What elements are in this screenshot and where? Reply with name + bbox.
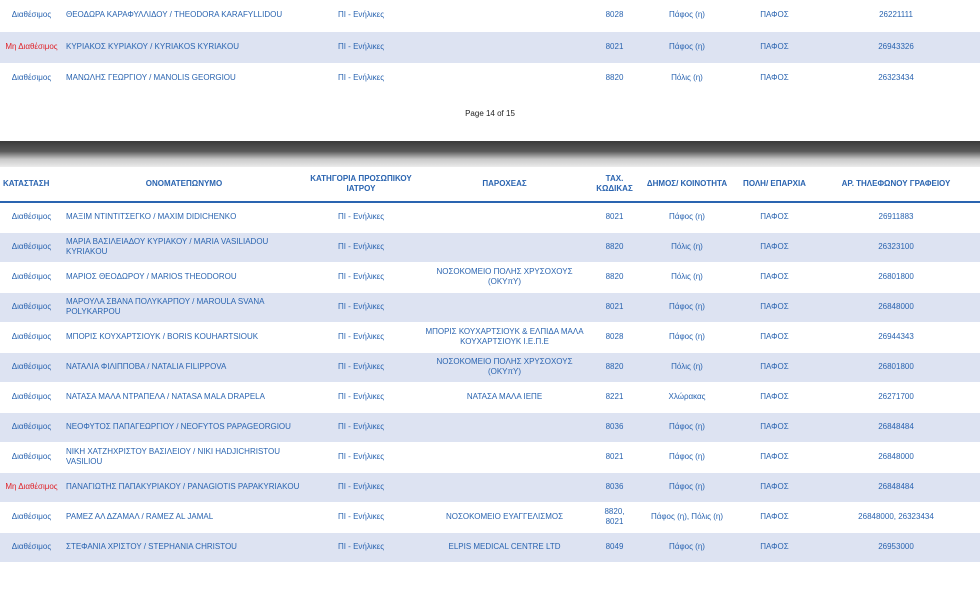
provider-cell: [417, 472, 592, 502]
status-cell: Διαθέσιμος: [0, 382, 63, 412]
category-cell: ΠΙ - Ενήλικες: [305, 322, 417, 352]
zip-cell: 8036: [592, 412, 637, 442]
phone-cell: 26848000: [812, 292, 980, 322]
header-zip: ΤΑΧ. ΚΩΔΙΚΑΣ: [596, 174, 633, 193]
municipality-cell: Πάφος (η): [637, 322, 737, 352]
city-cell: ΠΑΦΟΣ: [737, 532, 812, 562]
status-cell: Μη Διαθέσιμος: [0, 31, 63, 63]
doctors-table-page-14: [0, 0, 980, 94]
phone-cell: 26323100: [812, 232, 980, 262]
zip-cell: 8820: [592, 352, 637, 382]
table-row: [0, 532, 980, 562]
status-cell: Μη Διαθέσιμος: [0, 472, 63, 502]
table-row: [0, 202, 980, 232]
city-cell: ΠΑΦΟΣ: [737, 202, 812, 232]
header-municipality: ΔΗΜΟΣ/ ΚΟΙΝΟΤΗΤΑ: [646, 179, 728, 188]
status-cell: Διαθέσιμος: [0, 232, 63, 262]
city-cell: ΠΑΦΟΣ: [737, 0, 812, 31]
provider-cell: [417, 292, 592, 322]
zip-cell: 8028: [592, 322, 637, 352]
phone-cell: 26801800: [812, 352, 980, 382]
municipality-cell: Πόλις (η): [637, 262, 737, 292]
category-cell: ΠΙ - Ενήλικες: [305, 532, 417, 562]
municipality-cell: Πάφος (η): [637, 412, 737, 442]
category-cell: ΠΙ - Ενήλικες: [305, 352, 417, 382]
zip-cell: 8021: [592, 292, 637, 322]
name-cell: ΜΑΡΙΟΣ ΘΕΟΔΩΡΟΥ / MARIOS THEODOROU: [63, 262, 305, 292]
city-cell: ΠΑΦΟΣ: [737, 292, 812, 322]
provider-cell: [417, 442, 592, 472]
city-cell: ΠΑΦΟΣ: [737, 31, 812, 63]
status-cell: Διαθέσιμος: [0, 442, 63, 472]
zip-cell: 8820, 8021: [592, 502, 637, 532]
status-cell: Διαθέσιμος: [0, 352, 63, 382]
name-cell: ΝΕΟΦΥΤΟΣ ΠΑΠΑΓΕΩΡΓΙΟΥ / NEOFYTOS PAPAGEORGIOU: [63, 412, 305, 442]
zip-cell: 8036: [592, 472, 637, 502]
category-cell: ΠΙ - Ενήλικες: [305, 262, 417, 292]
zip-cell: 8049: [592, 532, 637, 562]
name-cell: ΡΑΜΕΖ ΑΛ ΔΖΑΜΑΛ / RAMEZ AL JAMAL: [63, 502, 305, 532]
municipality-cell: Πάφος (η): [637, 292, 737, 322]
table-row: [0, 262, 980, 292]
phone-cell: 26848000: [812, 442, 980, 472]
status-cell: Διαθέσιμος: [0, 202, 63, 232]
header-provider: ΠΑΡΟΧΕΑΣ: [482, 179, 527, 188]
name-cell: ΝΙΚΗ ΧΑΤΖΗΧΡΙΣΤΟΥ ΒΑΣΙΛΕΙΟΥ / NIKI HADJICHRISTOU VASILIOU: [63, 442, 305, 472]
name-cell: ΜΑΡΟΥΛΑ ΣΒΑΝΑ ΠΟΛΥΚΑΡΠΟΥ / MAROULA SVANA POLYKARPOU: [63, 292, 305, 322]
name-cell: ΚΥΡΙΑΚΟΣ ΚΥΡΙΑΚΟΥ / KYRIAKOS KYRIAKOU: [63, 31, 305, 63]
table-row: [0, 442, 980, 472]
name-cell: ΣΤΕΦΑΝΙΑ ΧΡΙΣΤΟΥ / STEPHANIA CHRISTOU: [63, 532, 305, 562]
provider-cell: ΝΟΣΟΚΟΜΕΙΟ ΠΟΛΗΣ ΧΡΥΣΟΧΟΥΣ (ΟΚΥπΥ): [417, 262, 592, 292]
header-city: ΠΟΛΗ/ ΕΠΑΡΧΙΑ: [743, 179, 806, 188]
city-cell: ΠΑΦΟΣ: [737, 352, 812, 382]
municipality-cell: Πόλις (η): [637, 63, 737, 93]
phone-cell: 26848000, 26323434: [812, 502, 980, 532]
status-cell: Διαθέσιμος: [0, 412, 63, 442]
zip-cell: 8021: [592, 202, 637, 232]
name-cell: ΜΑΝΩΛΗΣ ΓΕΩΡΓΙΟΥ / MANOLIS GEORGIOU: [63, 63, 305, 93]
zip-cell: 8820: [592, 63, 637, 93]
category-cell: ΠΙ - Ενήλικες: [305, 0, 417, 31]
city-cell: ΠΑΦΟΣ: [737, 442, 812, 472]
phone-cell: 26848484: [812, 472, 980, 502]
phone-cell: 26944343: [812, 322, 980, 352]
status-cell: Διαθέσιμος: [0, 262, 63, 292]
header-status: ΚΑΤΑΣΤΑΣΗ: [3, 179, 50, 188]
table-row: [0, 63, 980, 93]
table-row: [0, 292, 980, 322]
category-cell: ΠΙ - Ενήλικες: [305, 232, 417, 262]
provider-cell: ΝΑΤΑΣΑ ΜΑΛΑ ΙΕΠΕ: [417, 382, 592, 412]
provider-cell: ELPIS MEDICAL CENTRE LTD: [417, 532, 592, 562]
phone-cell: 26221111: [812, 0, 980, 31]
city-cell: ΠΑΦΟΣ: [737, 63, 812, 93]
city-cell: ΠΑΦΟΣ: [737, 412, 812, 442]
page-number: Page 14 of 15: [465, 109, 515, 118]
municipality-cell: Πάφος (η): [637, 0, 737, 31]
phone-cell: 26271700: [812, 382, 980, 412]
category-cell: ΠΙ - Ενήλικες: [305, 63, 417, 93]
name-cell: ΜΑΡΙΑ ΒΑΣΙΛΕΙΑΔΟΥ ΚΥΡΙΑΚΟΥ / MARIA VASILIADOU KYRIAKOU: [63, 232, 305, 262]
zip-cell: 8820: [592, 262, 637, 292]
provider-cell: [417, 0, 592, 31]
municipality-cell: Πάφος (η): [637, 442, 737, 472]
city-cell: ΠΑΦΟΣ: [737, 502, 812, 532]
name-cell: ΜΑΞΙΜ ΝΤΙΝΤΙΤΣΕΓΚΟ / MAXIM DIDICHENKO: [63, 202, 305, 232]
status-cell: Διαθέσιμος: [0, 63, 63, 93]
name-cell: ΝΑΤΑΣΑ ΜΑΛΑ ΝΤΡΑΠΕΛΑ / NATASA MALA DRAPELA: [63, 382, 305, 412]
header-category: ΚΑΤΗΓΟΡΙΑ ΠΡΟΣΩΠΙΚΟΥ ΙΑΤΡΟΥ: [310, 174, 412, 193]
zip-cell: 8021: [592, 442, 637, 472]
category-cell: ΠΙ - Ενήλικες: [305, 412, 417, 442]
municipality-cell: Πάφος (η): [637, 202, 737, 232]
name-cell: ΝΑΤΑΛΙΑ ΦΙΛΙΠΠΟΒΑ / NATALIA FILIPPOVA: [63, 352, 305, 382]
category-cell: ΠΙ - Ενήλικες: [305, 292, 417, 322]
status-cell: Διαθέσιμος: [0, 502, 63, 532]
page-separator: [0, 141, 980, 167]
category-cell: ΠΙ - Ενήλικες: [305, 442, 417, 472]
table-row: [0, 232, 980, 262]
table-row: [0, 322, 980, 352]
zip-cell: 8221: [592, 382, 637, 412]
municipality-cell: Χλώρακας: [637, 382, 737, 412]
municipality-cell: Πόλις (η): [637, 352, 737, 382]
zip-cell: 8021: [592, 31, 637, 63]
provider-cell: [417, 202, 592, 232]
name-cell: ΘΕΟΔΩΡΑ ΚΑΡΑΦΥΛΛΙΔΟΥ / THEODORA KARAFYLLIDOU: [63, 0, 305, 31]
header-phone: ΑΡ. ΤΗΛΕΦΩΝΟΥ ΓΡΑΦΕΙΟΥ: [841, 179, 951, 188]
city-cell: ΠΑΦΟΣ: [737, 262, 812, 292]
table-row: [0, 31, 980, 63]
category-cell: ΠΙ - Ενήλικες: [305, 202, 417, 232]
table-header-row: [0, 167, 980, 202]
phone-cell: 26848484: [812, 412, 980, 442]
table-row: [0, 382, 980, 412]
city-cell: ΠΑΦΟΣ: [737, 472, 812, 502]
table-row: [0, 412, 980, 442]
provider-cell: [417, 63, 592, 93]
table-row: [0, 352, 980, 382]
phone-cell: 26953000: [812, 532, 980, 562]
city-cell: ΠΑΦΟΣ: [737, 232, 812, 262]
pdf-page-15: [0, 167, 980, 607]
municipality-cell: Πάφος (η): [637, 532, 737, 562]
provider-cell: [417, 232, 592, 262]
name-cell: ΠΑΝΑΓΙΩΤΗΣ ΠΑΠΑΚΥΡΙΑΚΟΥ / PANAGIOTIS PAPAKYRIAKOU: [63, 472, 305, 502]
municipality-cell: Πάφος (η): [637, 472, 737, 502]
status-cell: Διαθέσιμος: [0, 322, 63, 352]
header-name: ΟΝΟΜΑΤΕΠΩΝΥΜΟ: [145, 179, 223, 188]
provider-cell: [417, 31, 592, 63]
phone-cell: 26801800: [812, 262, 980, 292]
doctors-table-page-15: [0, 167, 980, 563]
zip-cell: 8820: [592, 232, 637, 262]
phone-cell: 26911883: [812, 202, 980, 232]
category-cell: ΠΙ - Ενήλικες: [305, 472, 417, 502]
municipality-cell: Πόλις (η): [637, 232, 737, 262]
provider-cell: ΜΠΟΡΙΣ ΚΟΥΧΑΡΤΣΙΟΥΚ & ΕΛΠΙΔΑ ΜΑΛΑ ΚΟΥΧΑΡΤΣΙΟΥΚ Ι.Ε.Π.Ε: [417, 322, 592, 352]
provider-cell: [417, 412, 592, 442]
category-cell: ΠΙ - Ενήλικες: [305, 382, 417, 412]
status-cell: Διαθέσιμος: [0, 0, 63, 31]
phone-cell: 26323434: [812, 63, 980, 93]
city-cell: ΠΑΦΟΣ: [737, 322, 812, 352]
name-cell: ΜΠΟΡΙΣ ΚΟΥΧΑΡΤΣΙΟΥΚ / BORIS KOUHARTSIOUK: [63, 322, 305, 352]
status-cell: Διαθέσιμος: [0, 292, 63, 322]
pdf-page-14: [0, 0, 980, 141]
category-cell: ΠΙ - Ενήλικες: [305, 31, 417, 63]
municipality-cell: Πάφος (η), Πόλις (η): [637, 502, 737, 532]
table-row: [0, 472, 980, 502]
category-cell: ΠΙ - Ενήλικες: [305, 502, 417, 532]
provider-cell: ΝΟΣΟΚΟΜΕΙΟ ΕΥΑΓΓΕΛΙΣΜΟΣ: [417, 502, 592, 532]
status-cell: Διαθέσιμος: [0, 532, 63, 562]
city-cell: ΠΑΦΟΣ: [737, 382, 812, 412]
municipality-cell: Πάφος (η): [637, 31, 737, 63]
zip-cell: 8028: [592, 0, 637, 31]
provider-cell: ΝΟΣΟΚΟΜΕΙΟ ΠΟΛΗΣ ΧΡΥΣΟΧΟΥΣ (ΟΚΥπΥ): [417, 352, 592, 382]
table-row: [0, 0, 980, 31]
table-row: [0, 502, 980, 532]
phone-cell: 26943326: [812, 31, 980, 63]
